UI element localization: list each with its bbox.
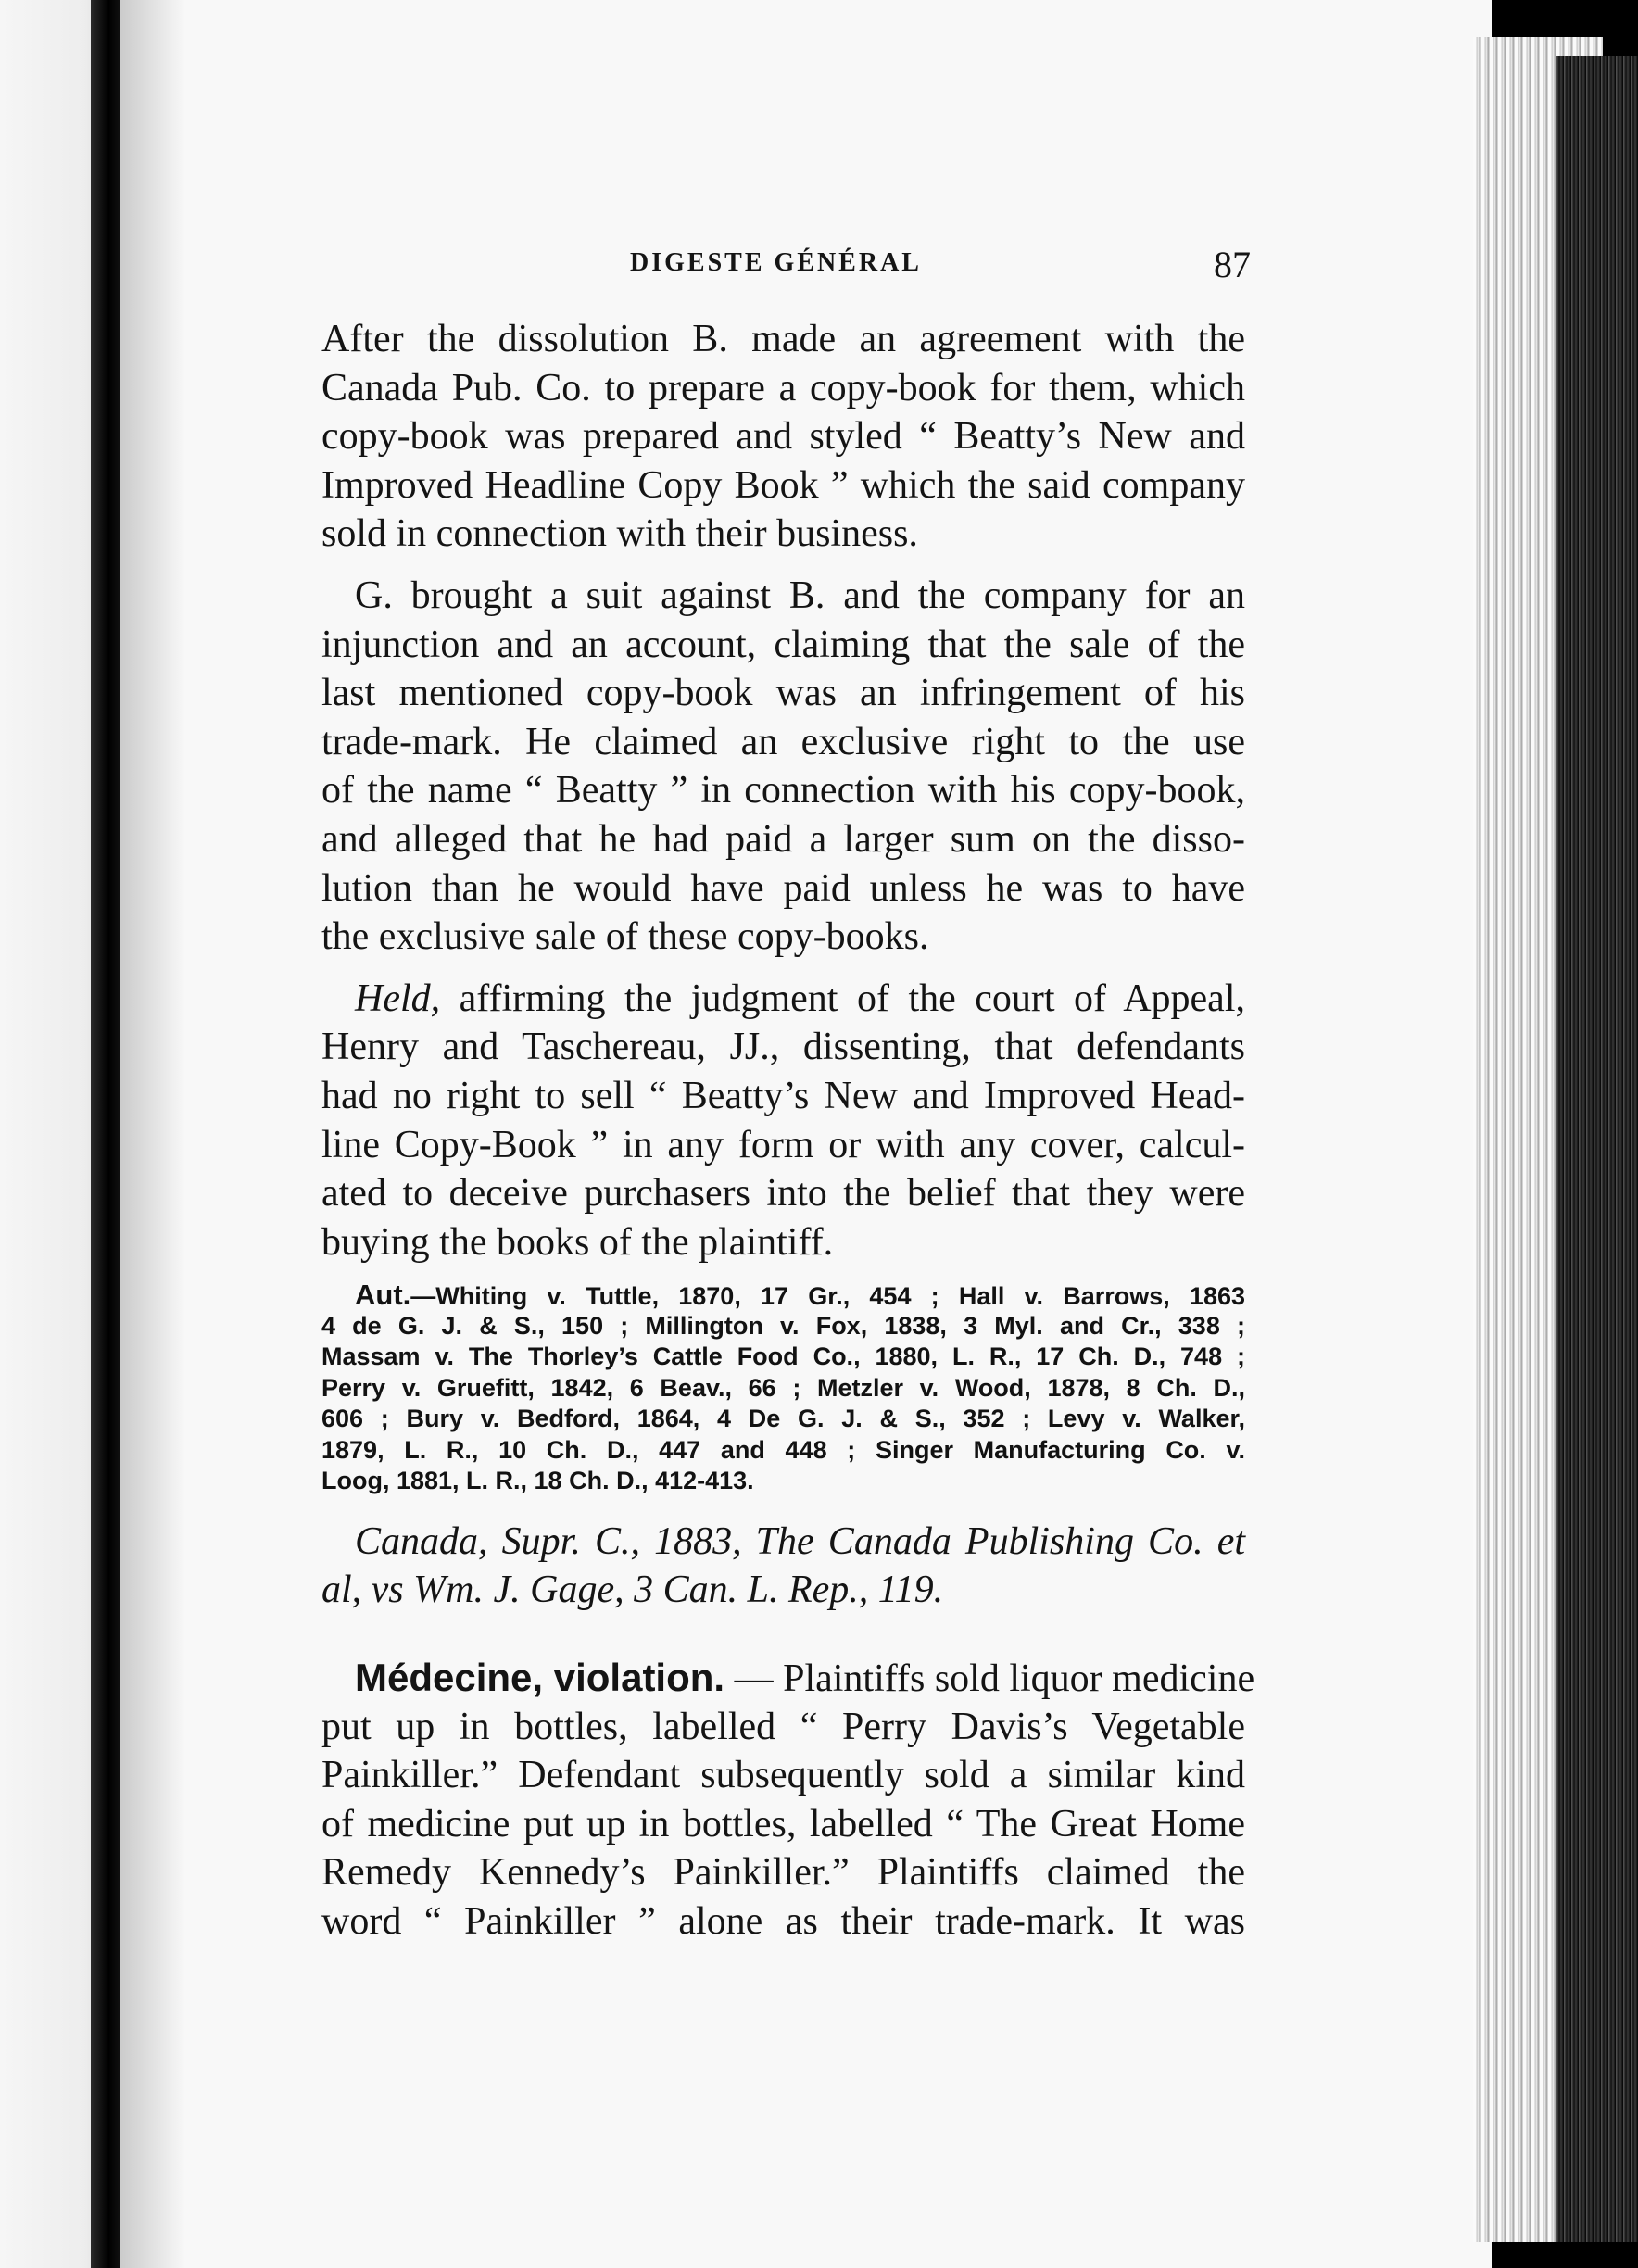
authorities-line: 1879, L. R., 10 Ch. D., 447 and 448 ; Singer Manufacturing Co. v. bbox=[321, 1435, 1245, 1464]
citation-line: Canada, Supr. C., 1883, The Canada Publishing Co. et bbox=[355, 1519, 1245, 1563]
authorities-line: 606 ; Bury v. Bedford, 1864, 4 De G. J. & S., 352 ; Levy v. Walker, bbox=[321, 1405, 1245, 1433]
paragraph-held bbox=[321, 975, 1245, 1267]
authorities-line bbox=[321, 1279, 1245, 1311]
text-line: trade-mark. He claimed an exclusive right to the use bbox=[321, 720, 1245, 763]
text-line: of medicine put up in bottles, labelled “ The Great Home bbox=[321, 1802, 1245, 1846]
text-line: Henry and Taschereau, JJ., dissenting, that defendants bbox=[321, 1026, 1245, 1069]
text-line: G. brought a suit against B. and the company for an bbox=[355, 573, 1245, 617]
heading-rest: — Plaintiffs sold liquor medicine bbox=[724, 1657, 1255, 1700]
running-head bbox=[630, 243, 1251, 289]
citation-line: al, vs Wm. J. Gage, 3 Can. L. Rep., 119. bbox=[321, 1569, 944, 1612]
book-block-edge bbox=[1556, 56, 1638, 2242]
case-citation bbox=[321, 1518, 1245, 1615]
text-line bbox=[321, 1654, 1255, 1703]
authorities-label: Aut. bbox=[355, 1279, 411, 1312]
book-gutter bbox=[91, 0, 120, 2268]
page-number: 87 bbox=[1214, 244, 1251, 285]
text-line: Remedy Kennedy’s Painkiller.” Plaintiffs claimed the bbox=[321, 1851, 1245, 1895]
authorities-rest: —Whiting v. Tuttle, 1870, 17 Gr., 454 ; Hall v. Barrows, 1863 bbox=[410, 1282, 1245, 1311]
authorities-line: Loog, 1881, L. R., 18 Ch. D., 412-413. bbox=[321, 1467, 754, 1495]
text-line: Painkiller.” Defendant subsequently sold a similar kind bbox=[321, 1754, 1245, 1797]
text-line: had no right to sell “ Beatty’s New and Improved Head- bbox=[321, 1074, 1245, 1117]
authorities-line: Massam v. The Thorley’s Cattle Food Co., 1880, L. R., 17 Ch. D., 748 ; bbox=[321, 1342, 1245, 1371]
page-text bbox=[321, 315, 1255, 1947]
text-line: sold in connection with their business. bbox=[321, 512, 918, 556]
authorities-block bbox=[321, 1279, 1245, 1497]
section-heading: Médecine, violation. bbox=[355, 1655, 725, 1699]
running-head-title: DIGESTE GÉNÉRAL bbox=[630, 248, 922, 277]
paragraph-medecine bbox=[321, 1654, 1255, 1947]
held-word: Held, bbox=[355, 976, 441, 1020]
text-line: injunction and an account, claiming that the sale of the bbox=[321, 623, 1245, 666]
text-line: copy-book was prepared and styled “ Beatty’s New and bbox=[321, 415, 1245, 459]
text-line: of the name “ Beatty ” in connection with his copy-book, bbox=[321, 769, 1245, 813]
text-line: the exclusive sale of these copy-books. bbox=[321, 915, 929, 959]
text-line: lution than he would have paid unless he was to have bbox=[321, 866, 1245, 910]
text-line: Canada Pub. Co. to prepare a copy-book for them, which bbox=[321, 366, 1245, 410]
text-line: put up in bottles, labelled “ Perry Davis’s Vegetable bbox=[321, 1705, 1245, 1748]
paragraph-suit bbox=[321, 572, 1245, 962]
text-line: Improved Headline Copy Book ” which the said company bbox=[321, 463, 1245, 507]
text-line: buying the books of the plaintiff. bbox=[321, 1220, 834, 1264]
authorities-line: 4 de G. J. & S., 150 ; Millington v. Fox, 1838, 3 Myl. and Cr., 338 ; bbox=[321, 1311, 1245, 1340]
text-line: ated to deceive purchasers into the belief that they were bbox=[321, 1172, 1245, 1216]
authorities-line: Perry v. Gruefitt, 1842, 6 Beav., 66 ; Metzler v. Wood, 1878, 8 Ch. D., bbox=[321, 1373, 1245, 1402]
paragraph-agreement bbox=[321, 315, 1245, 559]
page-shadow bbox=[120, 0, 185, 2268]
text-line: and alleged that he had paid a larger sum on the disso- bbox=[321, 817, 1245, 861]
text-line: After the dissolution B. made an agreement with the bbox=[321, 318, 1245, 360]
text-line bbox=[321, 975, 1245, 1024]
held-rest: affirming the judgment of the court of Appeal, bbox=[440, 976, 1245, 1020]
text-line: line Copy-Book ” in any form or with any cover, calcul- bbox=[321, 1123, 1245, 1166]
text-line: last mentioned copy-book was an infringement of his bbox=[321, 672, 1245, 715]
text-line: word “ Painkiller ” alone as their trade-mark. It was bbox=[321, 1899, 1245, 1943]
